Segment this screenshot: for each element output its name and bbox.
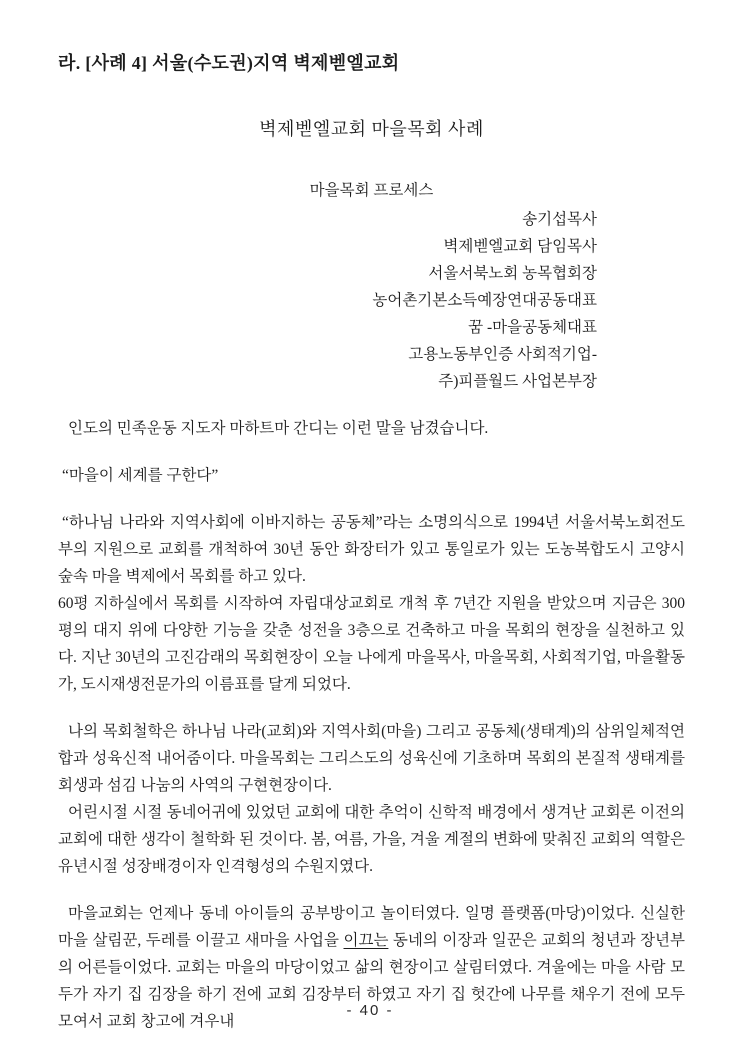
page-number: - 40 -	[346, 1002, 394, 1019]
credit-line: 주)피플월드 사업본부장	[438, 373, 597, 390]
paragraph-church-founding: “하나님 나라와 지역사회에 이바지하는 공동체”라는 소명의식으로 1994년 서울서북노회전도부의 지원으로 교회를 개척하여 30년 동안 화장터가 있고 통일로가 있는 도농복합도시 고양시 숲속 마을 벽제에서 목회를 하고 있다.	[58, 514, 685, 585]
credit-line: 송기섭목사	[522, 211, 597, 228]
credit-line: 벽제벧엘교회 담임목사	[443, 238, 597, 255]
paragraph-ministry-philosophy: 나의 목회철학은 하나님 나라(교회)와 지역사회(마을) 그리고 공동체(생태계)의 삼위일체적연합과 성육신적 내어줌이다. 마을목회는 그리스도의 성육신에 기초하며 목회의 본질적 생태계를 회생과 섬김 나눔의 사역의 구현현장이다.	[58, 723, 685, 794]
credit-line: 서울서북노회 농목협회장	[428, 265, 597, 282]
document-subtitle: 마을목회 프로세스	[309, 182, 434, 199]
paragraph-childhood-church: 어린시절 시절 동네어귀에 있었던 교회에 대한 추억이 신학적 배경에서 생겨난 교회론 이전의 교회에 대한 생각이 철학화 된 것이다. 봄, 여름, 가을, 겨울 계절의 변화에 맞춰진 교회의 역할은 유년시절 성장배경이자 인격형성의 수원지였다.	[58, 804, 685, 875]
paragraph-gandhi-intro: 인도의 민족운동 지도자 마하트마 간디는 이런 말을 남겼습니다.	[68, 420, 489, 437]
underlined-phrase: 이끄는	[343, 932, 389, 949]
document-body	[58, 415, 685, 1035]
paragraph-village-church-pre: 마을교회는 언제나 동네 아이들의 공부방이고 놀이터였다. 일명 플랫폼(마당)이었다. 신실한 마을 살림꾼, 두레를 이끌고 새마을 사업을	[58, 905, 685, 949]
paragraph-village-church-post: 동네의 이장과 일꾼은 교회의 청년과 장년부의 어른들이었다. 교회는 마을의 마당이었고 삶의 현장이고 살림터였다. 겨울에는 마을 사람 모두가 자기 집 김장을 하기 전에 교회 김장부터 하였고 자기 집 헛간에 나무를 채우기 전에 모두 모여서 교회 창고에 겨우내	[58, 932, 686, 1030]
credit-line: 꿈 -마을공동체대표	[468, 319, 597, 336]
section-heading: 라. [사례 4] 서울(수도권)지역 벽제벧엘교회	[58, 53, 400, 73]
credit-line: 고용노동부인증 사회적기업-	[408, 346, 597, 363]
author-credits-block	[58, 206, 685, 395]
paragraph-church-growth: 60평 지하실에서 목회를 시작하여 자립대상교회로 개척 후 7년간 지원을 받았으며 지금은 300평의 대지 위에 다양한 기능을 갖춘 성전을 3층으로 건축하고 마을 목회의 현장을 실천하고 있다. 지난 30년의 고진감래의 목회현장이 오늘 나에게 마을목사, 마을목회, 사회적기업, 마을활동가, 도시재생전문가의 이름표를 달게 되었다.	[58, 595, 685, 693]
credit-line: 농어촌기본소득예장연대공동대표	[372, 292, 597, 309]
paragraph-quote: “마을이 세계를 구한다”	[62, 467, 219, 484]
document-title: 벽제벧엘교회 마을목회 사례	[259, 119, 484, 139]
